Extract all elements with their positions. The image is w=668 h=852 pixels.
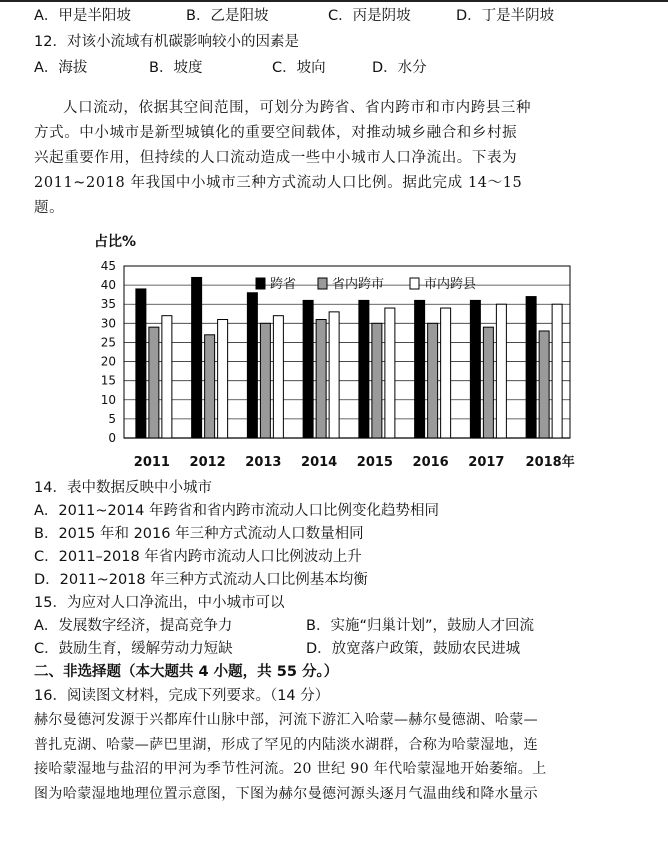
- q16-line: 普扎克湖、哈蒙—萨巴里湖，形成了罕见的内陆淡水湖群，合称为哈蒙湿地，连: [34, 736, 538, 753]
- bar-2017-1: [470, 300, 480, 438]
- bar-2016-1: [415, 300, 425, 438]
- q14-option-c: C．2011–2018 年省内跨市流动人口比例波动上升: [34, 549, 362, 565]
- q15-options-row2: [34, 639, 520, 659]
- x-tick-label: 2016: [412, 455, 449, 470]
- q12-option-b: B．坡度: [149, 60, 203, 76]
- q12-options: [34, 58, 427, 78]
- material-line: 人口流动，依据其空间范围，可划分为跨省、省内跨市和市内跨县三种: [63, 100, 532, 116]
- legend-swatch: [256, 278, 265, 289]
- material-line: 2011~2018 年我国中小城市三种方式流动人口比例。据此完成 14～15: [34, 175, 523, 191]
- material-paragraph: [34, 96, 638, 221]
- bar-2016-3: [441, 308, 451, 438]
- q12-option-a: A．海拔: [34, 60, 88, 76]
- q14-stem: 14．表中数据反映中小城市: [34, 480, 212, 496]
- q15-options-row1: [34, 616, 534, 636]
- x-tick-label: 2014: [301, 455, 338, 470]
- q14-option-d: D．2011~2018 年三种方式流动人口比例基本均衡: [34, 572, 368, 588]
- bar-2013-1: [247, 293, 257, 438]
- bar-2012-3: [218, 320, 228, 438]
- q11-option-c: C．丙是阴坡: [328, 8, 411, 24]
- bar-2018-1: [526, 297, 536, 438]
- bar-2015-2: [372, 323, 382, 438]
- y-tick-label: 25: [100, 335, 116, 350]
- bar-2011-2: [149, 327, 159, 438]
- bar-2015-3: [385, 308, 395, 438]
- q11-option-b: B．乙是阳坡: [186, 8, 269, 24]
- x-tick-label: 2011: [133, 455, 170, 470]
- q16-stem: 16．阅读图文材料，完成下列要求。（14 分）: [34, 688, 330, 704]
- q16-line: 图为哈蒙湿地地理位置示意图，下图为赫尔曼德河源头逐月气温曲线和降水量示: [34, 785, 538, 802]
- q16-line: 接哈蒙湿地与盐沼的甲河为季节性河流。20 世纪 90 年代哈蒙湿地开始萎缩。上: [34, 761, 547, 777]
- y-tick-label: 30: [100, 316, 116, 331]
- material-line: 方式。中小城市是新型城镇化的重要空间载体，对推动城乡融合和乡村振: [34, 125, 518, 141]
- x-tick-label: 2013: [245, 455, 282, 470]
- y-tick-label: 5: [108, 411, 116, 426]
- x-tick-label: 2015: [356, 455, 393, 470]
- y-tick-label: 45: [100, 259, 116, 273]
- bar-2012-2: [205, 335, 215, 438]
- bar-2018-3: [552, 304, 562, 438]
- bar-2016-2: [428, 323, 438, 438]
- bar-2014-3: [329, 312, 339, 438]
- bar-2014-1: [303, 300, 313, 438]
- legend-label: 跨省: [270, 277, 297, 292]
- section-2-heading: 二、非选择题（本大题共 4 小题，共 55 分。）: [34, 664, 339, 680]
- q16-passage: [34, 708, 644, 806]
- legend-label: 市内跨县: [424, 277, 477, 292]
- bar-2011-1: [136, 289, 146, 438]
- q15-option-b: B．实施“归巢计划”，鼓励人才回流: [306, 618, 534, 634]
- bar-2012-1: [192, 277, 202, 438]
- y-tick-label: 40: [100, 278, 116, 293]
- q12-stem: 12．对该小流域有机碳影响较小的因素是: [34, 34, 299, 50]
- legend-label: 省内跨市: [332, 277, 385, 292]
- bar-2018-2: [539, 331, 549, 438]
- y-axis-label: 占比%: [94, 234, 137, 250]
- q11-option-a: A．甲是半阳坡: [34, 8, 131, 24]
- population-flow-bar-chart: [80, 228, 600, 478]
- legend-swatch: [318, 278, 327, 289]
- q12-option-d: D．水分: [372, 60, 427, 76]
- q15-stem: 15．为应对人口净流出，中小城市可以: [34, 595, 285, 611]
- bar-2013-2: [260, 323, 270, 438]
- bar-2017-3: [496, 304, 506, 438]
- bar-2015-1: [359, 300, 369, 438]
- material-line: 题。: [34, 200, 65, 216]
- q11-options: [34, 6, 554, 26]
- y-tick-label: 10: [100, 392, 116, 407]
- y-tick-label: 15: [100, 373, 116, 388]
- q15-option-a: A．发展数字经济，提高竞争力: [34, 618, 233, 634]
- y-tick-label: 20: [100, 354, 116, 369]
- x-tick-label: 2018年: [525, 455, 575, 470]
- bar-2011-3: [162, 316, 172, 438]
- y-tick-label: 35: [100, 297, 116, 312]
- bar-2013-3: [273, 316, 283, 438]
- y-tick-label: 0: [108, 431, 116, 445]
- bar-2017-2: [483, 327, 493, 438]
- q15-option-d: D．放宽落户政策，鼓励农民进城: [306, 641, 521, 657]
- bar-2014-2: [316, 320, 326, 438]
- q14-option-b: B．2015 年和 2016 年三种方式流动人口数量相同: [34, 526, 364, 542]
- q11-option-d: D．丁是半阴坡: [456, 8, 555, 24]
- legend-swatch: [410, 278, 419, 289]
- x-tick-label: 2017: [468, 455, 505, 470]
- q12-option-c: C．坡向: [272, 60, 326, 76]
- top-rule: [0, 0, 668, 2]
- material-line: 兴起重要作用，但持续的人口流动造成一些中小城市人口净流出。下表为: [34, 150, 518, 166]
- q14-option-a: A．2011~2014 年跨省和省内跨市流动人口比例变化趋势相同: [34, 503, 439, 519]
- q15-option-c: C．鼓励生育，缓解劳动力短缺: [34, 641, 233, 657]
- x-tick-label: 2012: [189, 455, 226, 470]
- q16-line: 赫尔曼德河发源于兴都库什山脉中部，河流下游汇入哈蒙—赫尔曼德湖、哈蒙—: [34, 712, 538, 728]
